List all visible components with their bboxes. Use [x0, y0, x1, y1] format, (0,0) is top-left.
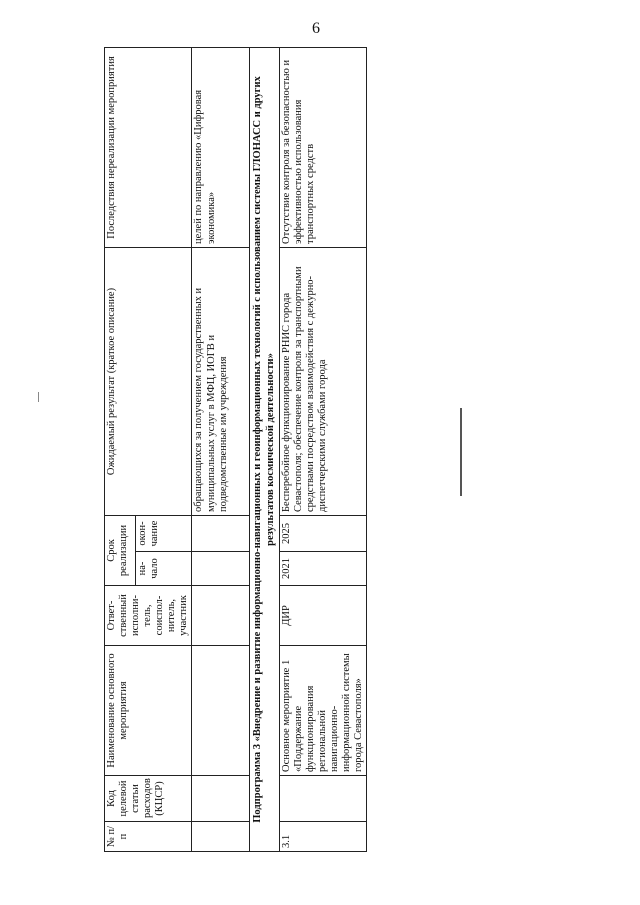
rotated-table-area	[104, 48, 364, 852]
subprogram-title: Подпрограмма 3 «Внедрение и развитие информационно-навигационных и геоинформационных технологий с использованием системы ГЛОНАСС и других результатов космической деятельности»	[250, 47, 279, 851]
scan-artifact	[38, 392, 39, 402]
cont-name	[192, 646, 250, 776]
cont-start	[192, 552, 250, 586]
header-term: Срок реализации	[105, 515, 136, 585]
header-num: № п/п	[105, 822, 192, 852]
header-start: на-чало	[136, 552, 192, 586]
cont-num	[192, 822, 250, 852]
landscape-sheet	[104, 48, 364, 852]
cont-end	[192, 515, 250, 551]
header-end: окон-чание	[136, 515, 192, 551]
margin-mark	[460, 408, 462, 496]
row-code	[279, 776, 366, 822]
page-number: 6	[312, 20, 320, 37]
header-code: Код целевой статьи расходов (КЦСР)	[105, 776, 192, 822]
row-consequences: Отсутствие контроля за безопасностью и эффективностью использования транспортных средств	[279, 47, 366, 247]
cont-consequences: целей по направлению «Цифровая экономика»	[192, 47, 250, 247]
cont-code	[192, 776, 250, 822]
row-name: Основное мероприятие 1 «Поддержание функционирования региональной навигационно-информационной системы города Севастополя»	[279, 646, 366, 776]
row-result: Бесперебойное функционирование РНИС города Севастополя; обеспечение контроля за транспортными средствами посредством взаимодействия с дежурно-диспетчерскими службами города	[279, 247, 366, 515]
cont-result: обращающихся за получением государственных и муниципальных услуг в МФЦ, ИОГВ и подведомственные им учреждения	[192, 247, 250, 515]
row-num: 3.1	[279, 822, 366, 852]
cont-resp	[192, 586, 250, 646]
header-name: Наименование основного мероприятия	[105, 646, 192, 776]
header-result: Ожидаемый результат (краткое описание)	[105, 247, 192, 515]
row-end: 2025	[279, 515, 366, 551]
row-start: 2021	[279, 552, 366, 586]
row-resp: ДИР	[279, 586, 366, 646]
measures-table	[104, 47, 367, 852]
header-consequences: Последствия нереализации мероприятия	[105, 47, 192, 247]
header-resp: Ответ-ственный исполни-тель, соиспол-нитель, участник	[105, 586, 192, 646]
